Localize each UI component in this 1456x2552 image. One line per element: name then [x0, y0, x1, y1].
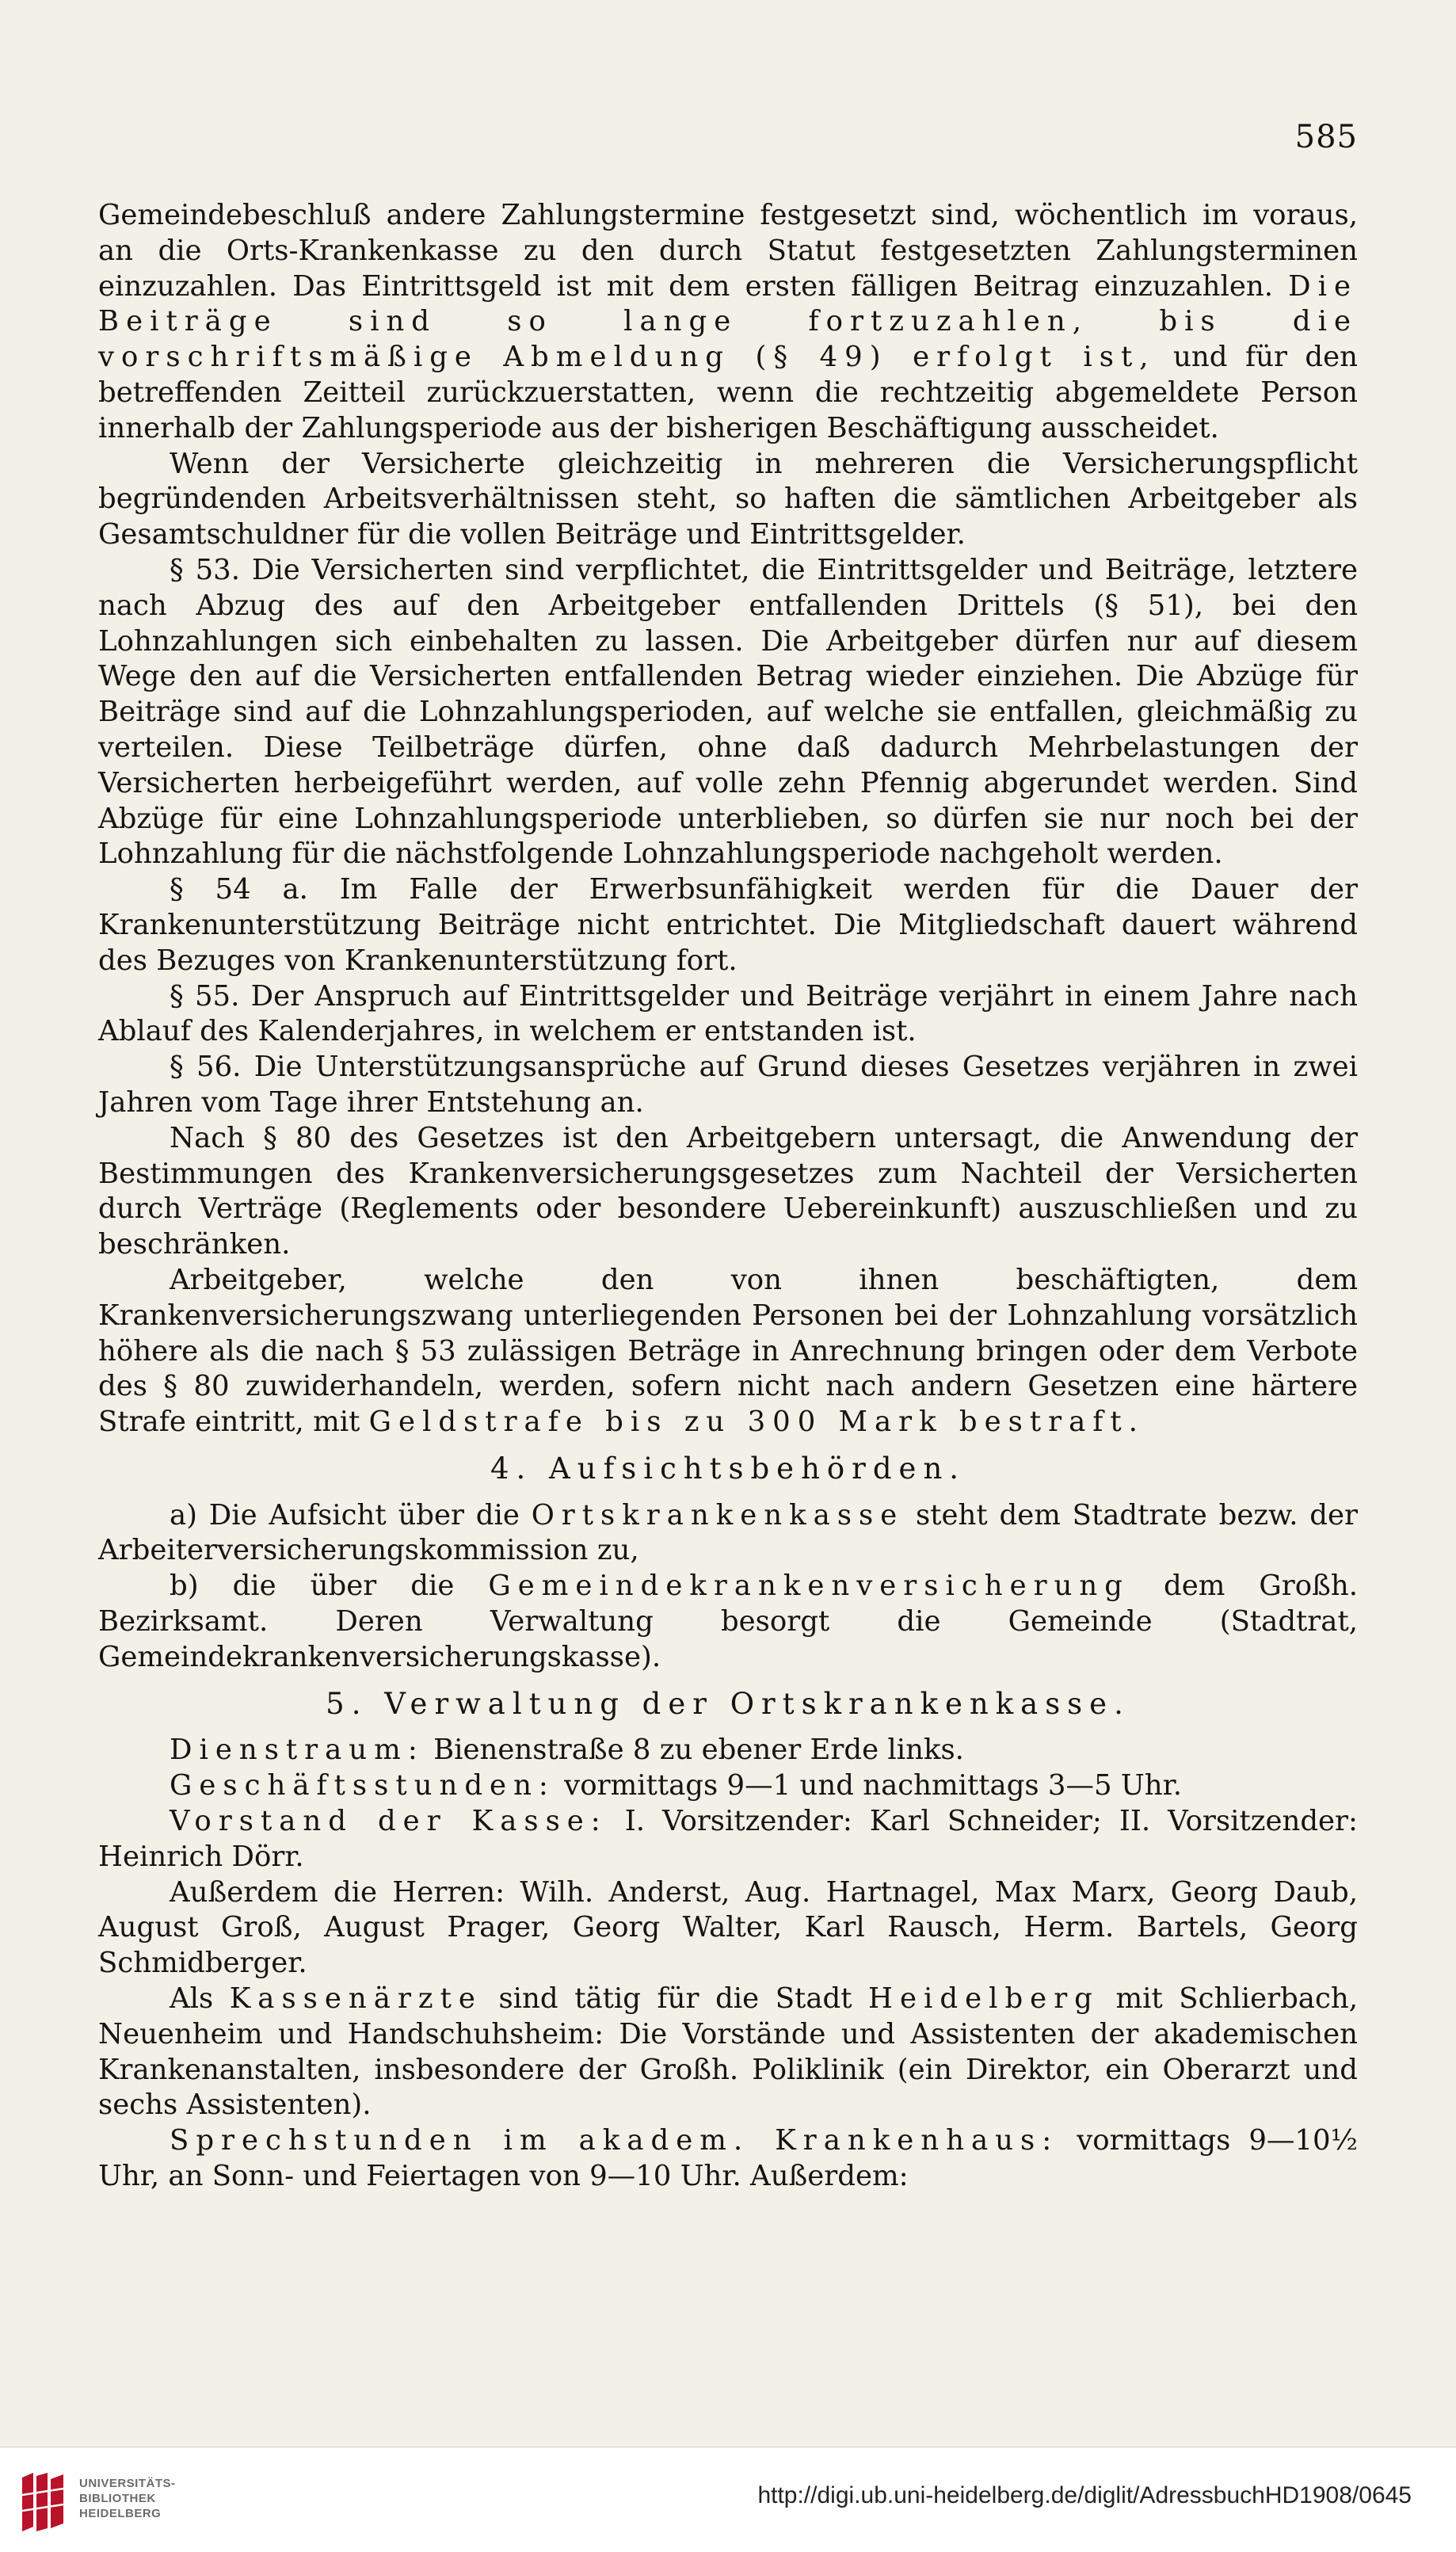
text-run: 5. Verwaltung der Ortskrankenkasse. [326, 1686, 1130, 1721]
text-run: b) die über die [170, 1570, 489, 1603]
text-run: mit Schlierbach, Neuenheim und Handschuhsheim: Die Vorstände und Assistenten der akademischen Krankenanstalten, insbesondere der Großh. Poliklinik (ein Direktor, ein Oberarzt und sechs Assistenten). [98, 1982, 1358, 2122]
paragraph [98, 1733, 1358, 1768]
spaced-emphasis: Geschäftsstunden: [170, 1769, 555, 1802]
paragraph [98, 1050, 1358, 1121]
section-heading [98, 1451, 1358, 1487]
text-run: Arbeitgeber, welche den von ihnen beschäftigten, dem Krankenversicherungszwang unterliegenden Personen bei der Lohnzahlung vorsätzlich höhere als die nach § 53 zulässigen Beträge in Anrechnung bringen oder dem Verbote des § 80 zuwiderhandeln, werden, sofern nicht nach andern Gesetzen eine härtere Strafe eintritt, mit [98, 1263, 1358, 1439]
paragraph [98, 979, 1358, 1051]
text-run: Gemeindebeschluß andere Zahlungstermine festgesetzt sind, wöchentlich im voraus, an die Orts-Krankenkasse zu den durch Statut festgesetzten Zahlungsterminen einzuzahlen. Das Eintrittsgeld ist mit dem ersten fälligen Beitrag einzuzahlen. [98, 199, 1358, 303]
paragraph [98, 447, 1358, 553]
paragraph [98, 1121, 1358, 1263]
text-run: sind tätig für die Stadt [482, 1982, 869, 2016]
page-text-body [98, 198, 1358, 2195]
text-run: und für den betreffenden Zeitteil zurückzuerstatten, wenn die rechtzeitig abgemeldete Person innerhalb der Zahlungsperiode aus der bisherigen Beschäftigung ausscheidet. [98, 341, 1358, 444]
text-run: § 54 a. Im Falle der Erwerbsunfähigkeit werden für die Dauer der Krankenunterstützung Beiträge nicht entrichtet. Die Mitgliedschaft dauert während des Bezuges von Krankenunterstützung fort. [98, 873, 1358, 977]
spaced-emphasis: Vorstand der Kasse: [170, 1805, 608, 1838]
text-run: 4. Aufsichtsbehörden. [490, 1451, 966, 1486]
university-library-logo-icon [17, 2471, 68, 2533]
text-run: vormittags 9—10½ Uhr, an Sonn- und Feiertagen von 9—10 Uhr. Außerdem: [98, 2124, 1358, 2193]
page-number: 585 [1294, 119, 1358, 155]
paragraph [98, 1569, 1358, 1675]
spaced-emphasis: Kassenärzte [229, 1982, 482, 2016]
paragraph [98, 1498, 1358, 1570]
spaced-emphasis: Heidelberg [868, 1982, 1100, 2016]
text-run: a) Die Aufsicht über die [170, 1498, 532, 1532]
text-run: I. Vorsitzender: Karl Schneider; II. Vorsitzender: Heinrich Dörr. [98, 1805, 1358, 1873]
text-run: § 55. Der Anspruch auf Eintrittsgelder und Beiträge verjährt in einem Jahre nach Ablauf des Kalenderjahres, in welchem er entstanden ist. [98, 979, 1358, 1048]
text-run: dem Großh. Bezirksamt. Deren Verwaltung besorgt die Gemeinde (Stadtrat, Gemeindekrankenversicherungskasse). [98, 1570, 1358, 1673]
spaced-emphasis: Gemeindekrankenversicherung [488, 1570, 1130, 1603]
text-run: Außerdem die Herren: Wilh. Anderst, Aug. Hartnagel, Max Marx, Georg Daub, August Groß, August Prager, Georg Walter, Karl Rausch, Herm. Bartels, Georg Schmidberger. [98, 1875, 1358, 1980]
library-logo-text [79, 2476, 176, 2521]
logo-line: HEIDELBERG [79, 2507, 162, 2520]
spaced-emphasis: Dienstraum: [170, 1734, 425, 1767]
paragraph [98, 1263, 1358, 1440]
text-run: Wenn der Versicherte gleichzeitig in mehreren die Versicherungspflicht begründenden Arbeitsverhältnissen steht, so haften die sämtlichen Arbeitgeber als Gesamtschuldner für die vollen Beiträge und Eintrittsgelder. [98, 447, 1358, 551]
text-run: Bienenstraße 8 zu ebener Erde links. [424, 1734, 964, 1767]
text-run: § 53. Die Versicherten sind verpflichtet, die Eintrittsgelder und Beiträge, letztere nach Abzug des auf den Arbeitgeber entfallenden Drittels (§ 51), bei den Lohnzahlungen sich einbehalten zu lassen. Die Arbeitgeber dürfen nur auf diesem Wege den auf die Versicherten entfallenden Betrag wieder einziehen. Die Abzüge für Beiträge sind auf die Lohnzahlungsperioden, auf welche sie entfallen, gleichmäßig zu verteilen. Diese Teilbeträge dürfen, ohne daß dadurch Mehrbelastungen der Versicherten herbeigeführt werden, auf volle zehn Pfennig abgerundet werden. Sind Abzüge für eine Lohnzahlungsperiode unterblieben, so dürfen sie nur noch bei der Lohnzahlung für die nächstfolgende Lohnzahlungsperiode nachgeholt werden. [98, 553, 1358, 871]
library-logo[interactable] [17, 2468, 215, 2536]
logo-line: BIBLIOTHEK [79, 2492, 156, 2505]
paragraph [98, 1768, 1358, 1804]
paragraph [98, 198, 1358, 447]
text-run: Als [170, 1982, 230, 2016]
text-run: § 56. Die Unterstützungsansprüche auf Grund dieses Gesetzes verjähren in zwei Jahren vom Tage ihrer Entstehung an. [98, 1051, 1358, 1119]
spaced-emphasis: Geldstrafe bis zu 300 Mark bestraft. [368, 1406, 1145, 1439]
paragraph [98, 1804, 1358, 1875]
paragraph [98, 1875, 1358, 1982]
paragraph [98, 872, 1358, 978]
paragraph [98, 553, 1358, 872]
logo-line: UNIVERSITÄTS- [79, 2477, 176, 2490]
paragraph [98, 1982, 1358, 2123]
text-run: Nach § 80 des Gesetzes ist den Arbeitgebern untersagt, die Anwendung der Bestimmungen des Krankenversicherungsgesetzes zum Nachteil der Versicherten durch Verträge (Reglements oder besondere Uebereinkunft) auszuschließen und zu beschränken. [98, 1121, 1358, 1261]
paragraph [98, 2123, 1358, 2195]
section-heading [98, 1687, 1358, 1722]
permalink-url[interactable]: http://digi.ub.uni-heidelberg.de/diglit/AdressbuchHD1908/0645 [757, 2482, 1412, 2508]
text-run: vormittags 9—1 und nachmittags 3—5 Uhr. [555, 1769, 1183, 1802]
spaced-emphasis: Ortskrankenkasse [531, 1498, 905, 1532]
spaced-emphasis: Sprechstunden im akadem. Krankenhaus: [170, 2124, 1059, 2157]
viewer-footer [0, 2447, 1456, 2552]
spaced-emphasis: Die Beiträge sind so lange fortzuzahlen, bis die vorschriftsmäßige Abmeldung (§ 49) erfolgt ist, [98, 269, 1358, 374]
text-run: steht dem Stadtrate bezw. der Arbeiterversicherungskommission zu, [98, 1498, 1358, 1567]
